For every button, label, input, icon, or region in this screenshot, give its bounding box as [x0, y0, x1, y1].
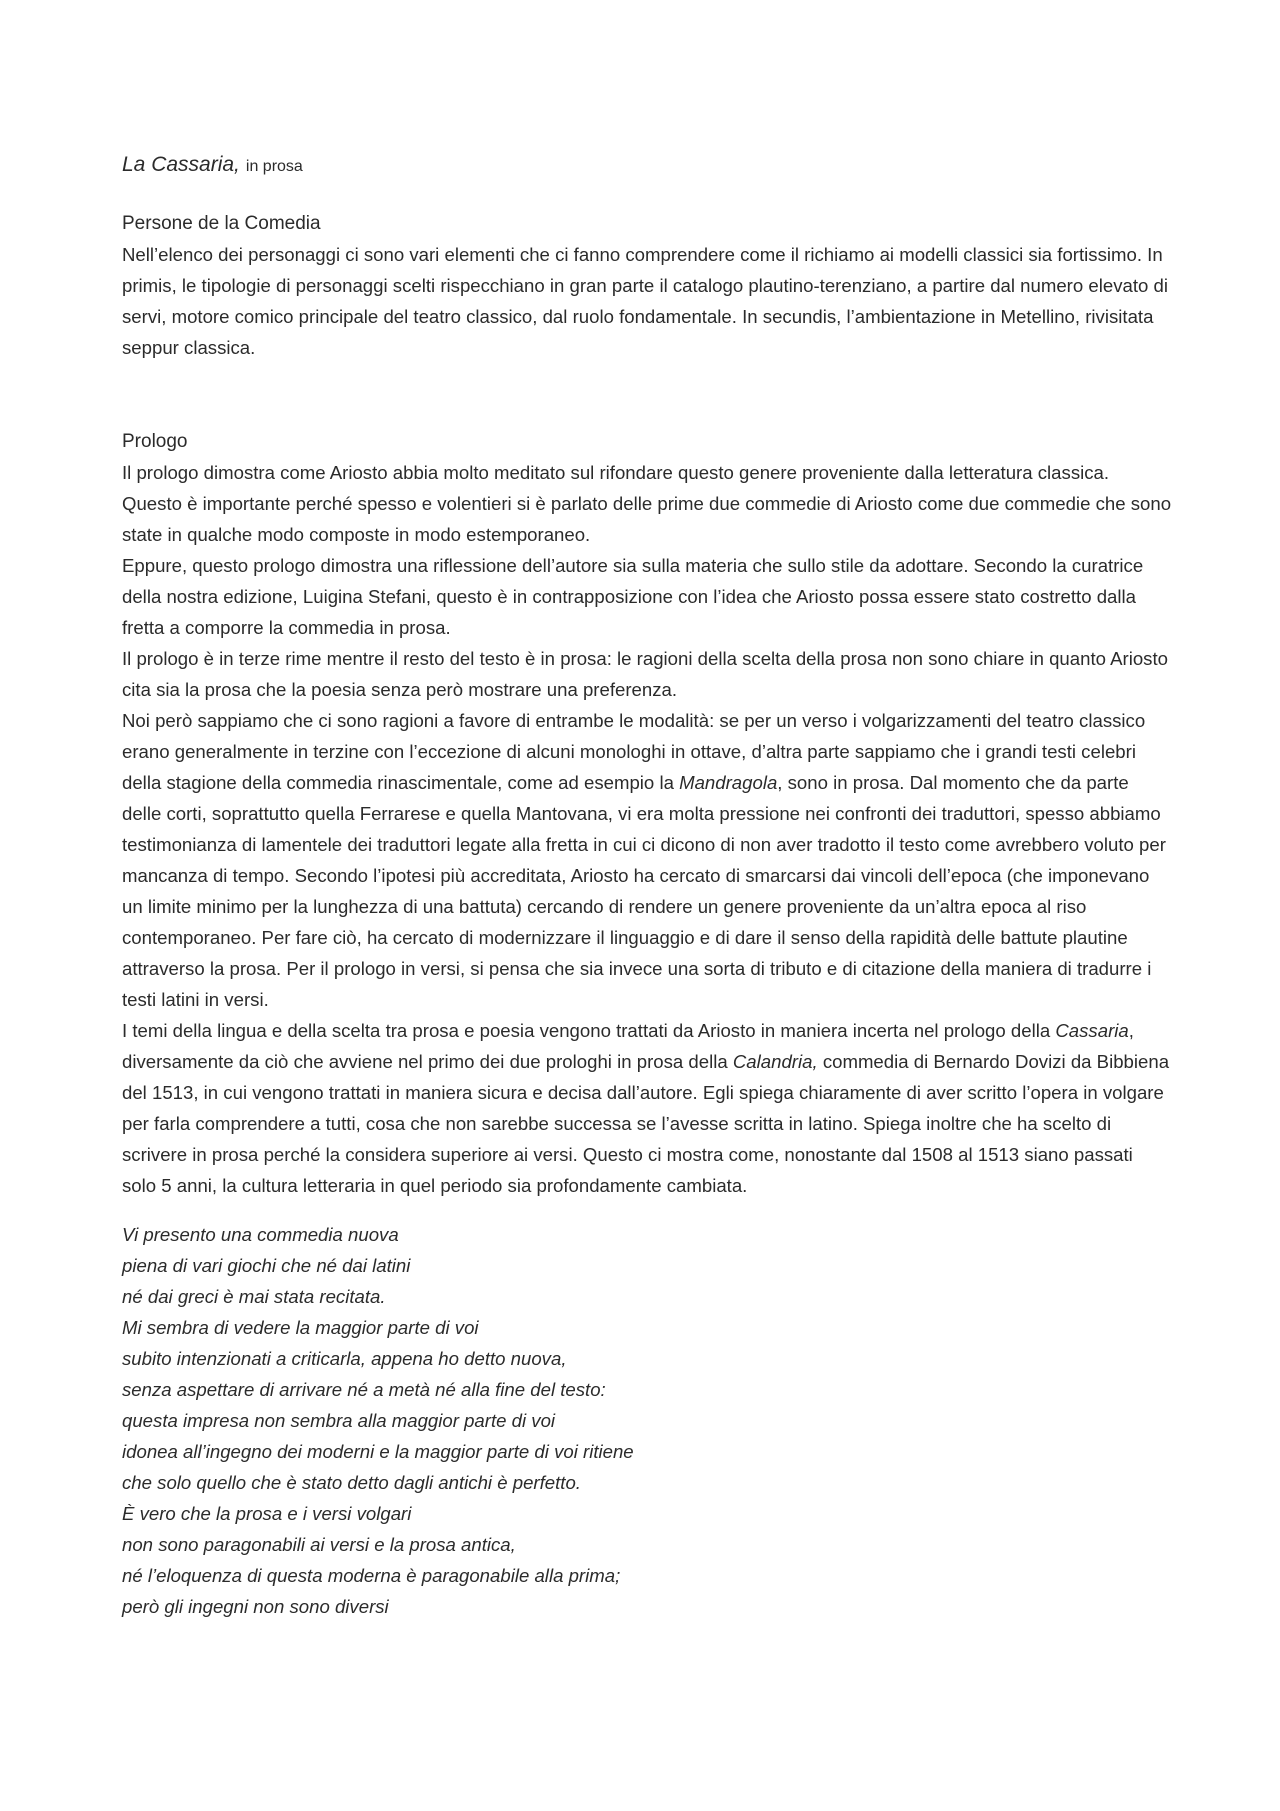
paragraph: Nell’elenco dei personaggi ci sono vari elementi che ci fanno comprendere come il richiamo ai modelli classici sia fortissimo. In primis, le tipologie di personaggi scelti rispecchiano in gran parte il catalogo plautino-terenziano, a partire dal numero elevato di servi, motore comico principale del teatro classico, dal ruolo fondamentale. In secundis, l’ambientazione in Metellino, rivisitata seppur classica.: [122, 244, 1168, 358]
paragraph: Il prologo è in terze rime mentre il resto del testo è in prosa: le ragioni della scelta della prosa non sono chiare in quanto Ariosto cita sia la prosa che la poesia senza però mostrare una preferenza.: [122, 648, 1168, 700]
work-title-cassaria: Cassaria: [1055, 1020, 1129, 1041]
paragraph-text: , sono in prosa. Dal momento che da parte delle corti, soprattutto quella Ferrarese e quella Mantovana, vi era molta pressione nei confronti dei traduttori, spesso abbiamo testimonianza di lamentele dei traduttori legate alla fretta in cui ci dicono di non aver tradotto il testo come avrebbero voluto per mancanza di tempo. Secondo l’ipotesi più accreditata, Ariosto ha cercato di smarcarsi dai vincoli dell’epoca (che imponevano un limite minimo per la lunghezza di una battuta) cercando di rendere un genere proveniente da un’altra epoca al riso contemporaneo. Per fare ciò, ha cercato di modernizzare il linguaggio e di dare il senso della rapidità delle battute plautine attraverso la prosa. Per il prologo in versi, si pensa che sia invece una sorta di tributo e di citazione della maniera di tradurre i testi latini in versi.: [122, 772, 1166, 1010]
verse-line: piena di vari giochi che né dai latini: [122, 1255, 411, 1276]
paragraph: [122, 1015, 1172, 1201]
paragraph-text: , diversamente da ciò che avviene nel primo dei due prologhi in prosa della: [122, 1020, 1134, 1072]
verse-line: idonea all’ingegno dei moderni e la maggior parte di voi ritiene: [122, 1441, 634, 1462]
section-prologo: [122, 426, 1172, 1201]
title-subtitle: in prosa: [245, 158, 303, 175]
paragraph-text: I temi della lingua e della scelta tra prosa e poesia vengono trattati da Ariosto in maniera incerta nel prologo della: [122, 1020, 1051, 1041]
verse-line: questa impresa non sembra alla maggior parte di voi: [122, 1410, 556, 1431]
verse-line: non sono paragonabili ai versi e la prosa antica,: [122, 1534, 516, 1555]
verse-line: Vi presento una commedia nuova: [122, 1224, 399, 1245]
section-heading: Persone de la Comedia: [122, 213, 321, 234]
paragraph: [122, 705, 1172, 1015]
work-title-calandria: Calandria,: [732, 1051, 818, 1072]
verse-line: né l’eloquenza di questa moderna è paragonabile alla prima;: [122, 1565, 621, 1586]
verse-quotation: [122, 1219, 1172, 1622]
verse-line: Mi sembra di vedere la maggior parte di voi: [122, 1317, 479, 1338]
paragraph: Il prologo dimostra come Ariosto abbia molto meditato sul rifondare questo genere proveniente dalla letteratura classica. Questo è importante perché spesso e volentieri si è parlato delle prime due commedie di Ariosto come due commedie che sono state in qualche modo composte in modo estemporaneo.: [122, 462, 1172, 545]
section-spacer: [122, 363, 1172, 426]
title-main: La Cassaria,: [122, 153, 240, 176]
verse-line: però gli ingegni non sono diversi: [122, 1596, 389, 1617]
document-page: [122, 150, 1172, 1622]
section-heading: Prologo: [122, 431, 188, 452]
verse-line: che solo quello che è stato detto dagli antichi è perfetto.: [122, 1472, 581, 1493]
work-title-mandragola: Mandragola: [679, 772, 778, 793]
verse-line: né dai greci è mai stata recitata.: [122, 1286, 386, 1307]
document-title: [122, 150, 1172, 182]
paragraph-text: Noi però sappiamo che ci sono ragioni a favore di entrambe le modalità: se per un verso i volgarizzamenti del teatro classico erano generalmente in terzine con l’eccezione di alcuni monologhi in ottave, d’altra parte sappiamo che i grandi testi celebri della stagione della commedia rinascimentale, come ad esempio la: [122, 710, 1146, 793]
verse-line: senza aspettare di arrivare né a metà né alla fine del testo:: [122, 1379, 606, 1400]
paragraph-text: commedia di Bernardo Dovizi da Bibbiena del 1513, in cui vengono trattati in maniera sicura e decisa dall’autore. Egli spiega chiaramente di aver scritto l’opera in volgare per farla comprendere a tutti, cosa che non sarebbe successa se l’avesse scritta in latino. Spiega inoltre che ha scelto di scrivere in prosa perché la considera superiore ai versi. Questo ci mostra come, nonostante dal 1508 al 1513 siano passati solo 5 anni, la cultura letteraria in quel periodo sia profondamente cambiata.: [122, 1051, 1170, 1196]
verse-line: È vero che la prosa e i versi volgari: [122, 1503, 412, 1524]
verse-line: subito intenzionati a criticarla, appena ho detto nuova,: [122, 1348, 567, 1369]
section-persone: [122, 208, 1172, 363]
paragraph: Eppure, questo prologo dimostra una riflessione dell’autore sia sulla materia che sullo stile da adottare. Secondo la curatrice della nostra edizione, Luigina Stefani, questo è in contrapposizione con l’idea che Ariosto possa essere stato costretto dalla fretta a comporre la commedia in prosa.: [122, 555, 1144, 638]
